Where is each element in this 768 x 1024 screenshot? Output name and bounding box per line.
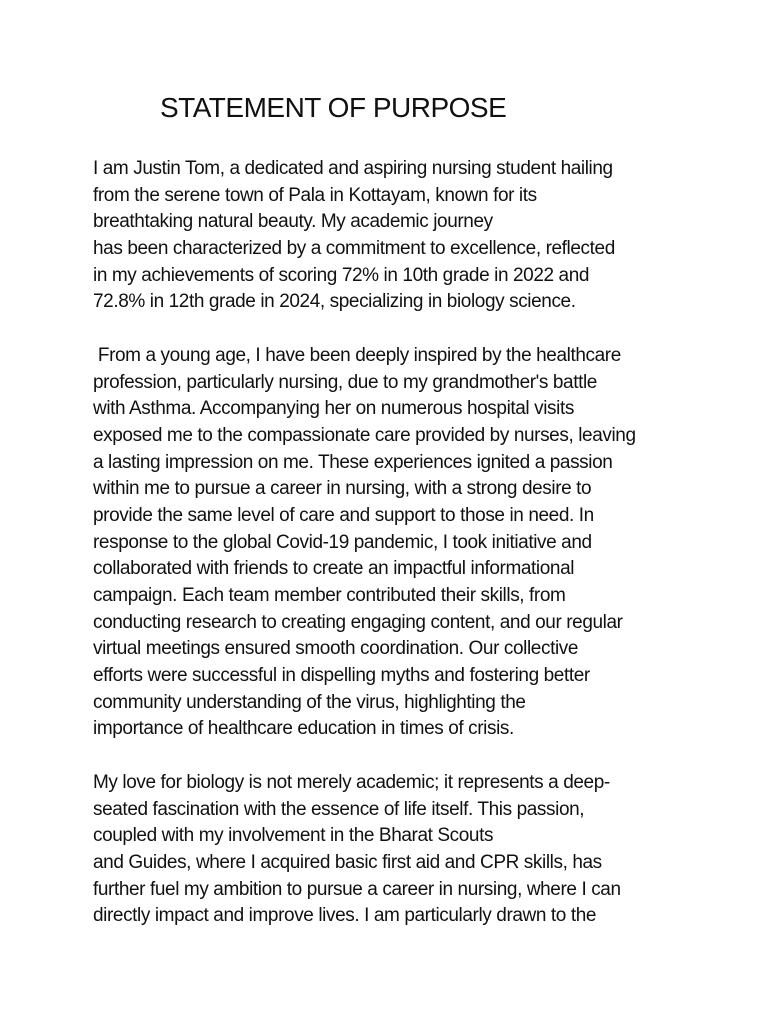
text-line: provide the same level of care and support to those in need. In xyxy=(93,504,594,526)
text-line: breathtaking natural beauty. My academic journey xyxy=(93,211,493,233)
text-line: community understanding of the virus, highlighting the xyxy=(93,691,526,713)
document-title: STATEMENT OF PURPOSE xyxy=(160,92,507,123)
paragraph-biology xyxy=(93,770,733,930)
paragraph-inspiration xyxy=(93,343,733,743)
text-line: with Asthma. Accompanying her on numerous hospital visits xyxy=(93,398,574,420)
text-line: virtual meetings ensured smooth coordination. Our collective xyxy=(93,638,579,660)
text-line: campaign. Each team member contributed their skills, from xyxy=(93,585,566,606)
text-line: has been characterized by a commitment to excellence, reflected xyxy=(93,238,615,260)
text-line: from the serene town of Pala in Kottayam, known for its xyxy=(93,184,537,206)
text-line: profession, particularly nursing, due to my grandmother's battle xyxy=(93,371,597,393)
text-line: directly impact and improve lives. I am particularly drawn to the xyxy=(93,905,597,927)
text-line: collaborated with friends to create an impactful informational xyxy=(93,558,575,580)
text-line: within me to pursue a career in nursing, with a strong desire to xyxy=(93,478,592,500)
paragraph-introduction xyxy=(93,156,733,316)
text-line: From a young age, I have been deeply inspired by the healthcare xyxy=(93,344,621,366)
text-line: efforts were successful in dispelling myths and fostering better xyxy=(93,665,590,687)
text-line: 72.8% in 12th grade in 2024, specializing in biology science. xyxy=(93,291,576,313)
text-line: coupled with my involvement in the Bharat Scouts xyxy=(93,825,494,847)
text-line: My love for biology is not merely academic; it represents a deep- xyxy=(93,771,610,793)
text-line: a lasting impression on me. These experiences ignited a passion xyxy=(93,451,613,473)
text-line: response to the global Covid-19 pandemic, I took initiative and xyxy=(93,531,592,553)
text-line: seated fascination with the essence of life itself. This passion, xyxy=(93,798,585,820)
document-body xyxy=(93,156,733,957)
text-line: exposed me to the compassionate care provided by nurses, leaving xyxy=(93,424,636,446)
text-line: and Guides, where I acquired basic first aid and CPR skills, has xyxy=(93,851,602,873)
text-line: further fuel my ambition to pursue a career in nursing, where I can xyxy=(93,878,621,900)
text-line: in my achievements of scoring 72% in 10th grade in 2022 and xyxy=(93,264,590,286)
text-line: I am Justin Tom, a dedicated and aspiring nursing student hailing xyxy=(93,158,613,179)
text-line: conducting research to creating engaging content, and our regular xyxy=(93,611,623,633)
text-line: importance of healthcare education in times of crisis. xyxy=(93,718,514,740)
